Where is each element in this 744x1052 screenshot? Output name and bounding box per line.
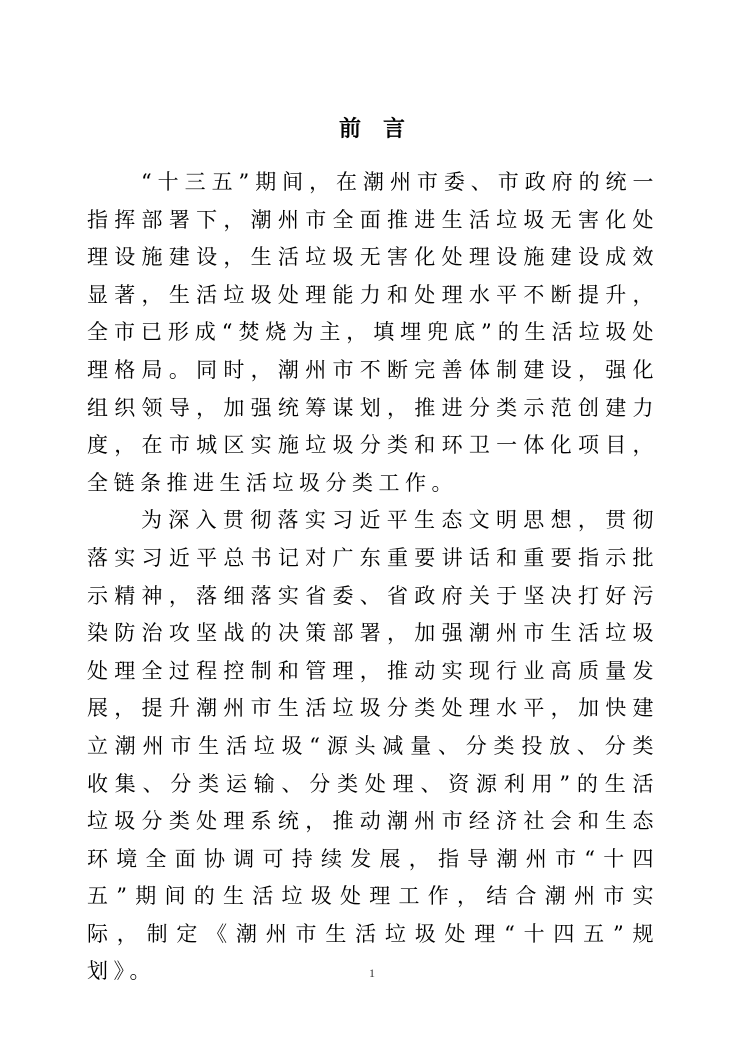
page-number: 1 bbox=[369, 966, 375, 980]
paragraph-2: 为深入贯彻落实习近平生态文明思想，贯彻落实习近平总书记对广东重要讲话和重要指示批示精神，落细落实省委、省政府关于坚决打好污染防治攻坚战的决策部署，加强潮州市生活垃圾处理全过程控制和管理，推动实现行业高质量发展，提升潮州市生活垃圾分类处理水平，加快建立潮州市生活垃圾“源头减量、分类投放、分类收集、分类运输、分类处理、资源利用”的生活垃圾分类处理系统，推动潮州市经济社会和生态环境全面协调可持续发展，指导潮州市“十四五”期间的生活垃圾处理工作，结合潮州市实际，制定《潮州市生活垃圾处理“十四五”规划》。 bbox=[87, 508, 659, 984]
body-text bbox=[87, 164, 659, 991]
page-title: 前言 bbox=[338, 117, 427, 142]
paragraph-1: “十三五”期间，在潮州市委、市政府的统一指挥部署下，潮州市全面推进生活垃圾无害化处理设施建设，生活垃圾无害化处理设施建设成效显著，生活垃圾处理能力和处理水平不断提升，全市已形成“焚烧为主，填埋兜底”的生活垃圾处理格局。同时，潮州市不断完善体制建设，强化组织领导，加强统筹谋划，推进分类示范创建力度，在市城区实施垃圾分类和环卫一体化项目，全链条推进生活垃圾分类工作。 bbox=[87, 170, 659, 495]
